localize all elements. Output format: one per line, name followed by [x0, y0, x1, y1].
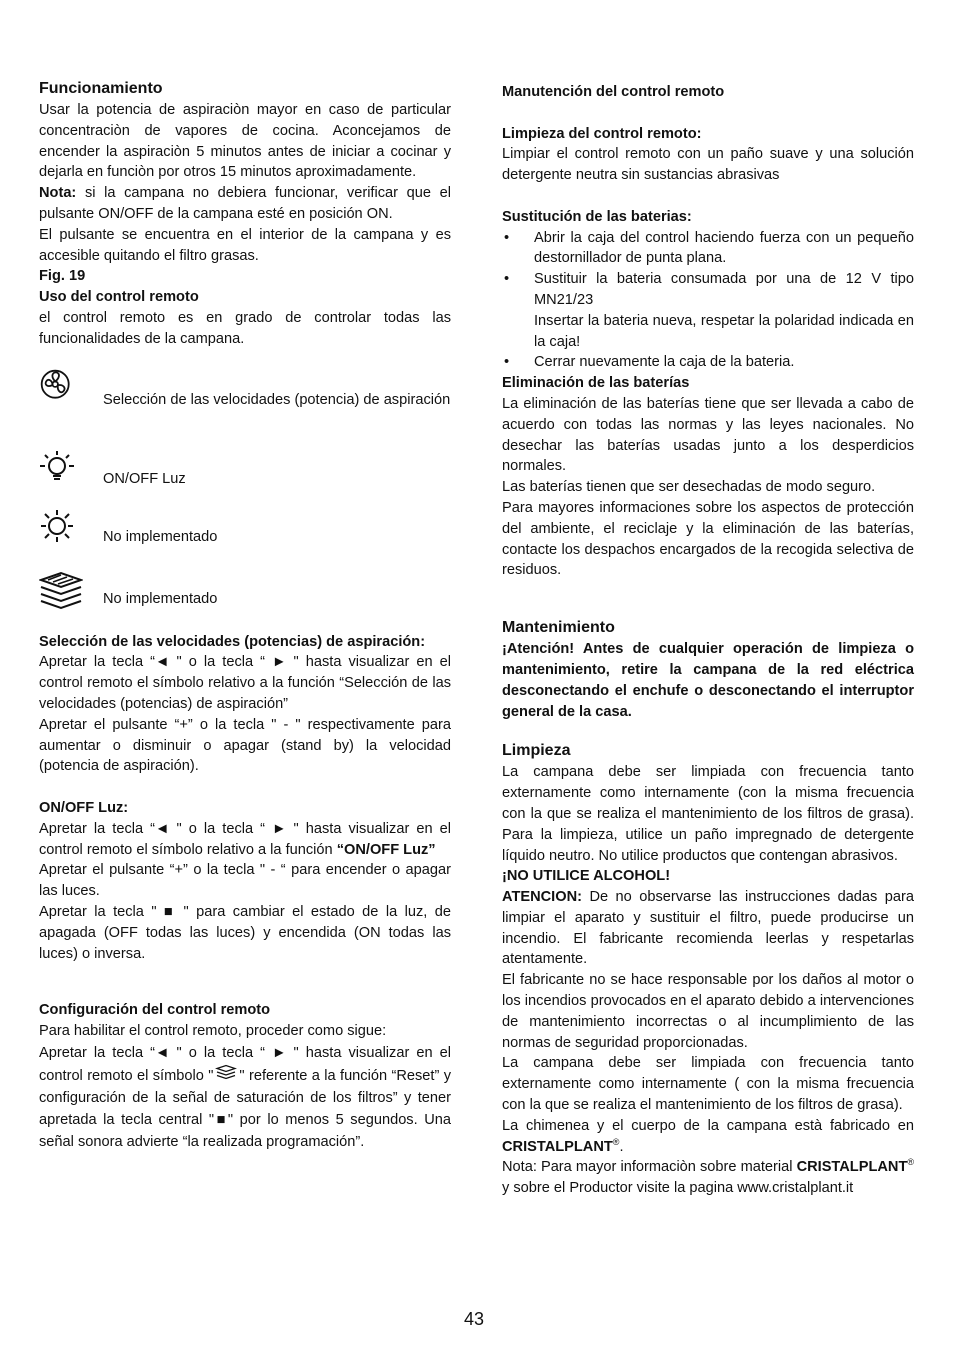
registered-mark: ® — [612, 1136, 620, 1147]
right-column — [502, 82, 914, 1199]
fig-label: Fig. 19 — [39, 268, 86, 285]
seleccion-paragraph-2: Apretar el pulsante “+” o la tecla " - " respectivamente para aumentar o disminuir o apagar (stand by) la velocidad (potencia de aspiración). — [39, 716, 451, 775]
nota-material-paragraph — [502, 1157, 914, 1199]
sustitucion-list — [502, 228, 914, 374]
sun-icon — [39, 508, 79, 548]
atencion-text: De no observarse las instrucciones dadas para limpiar el aparato y sustituir el filtro, puede producirse un incendio. El fabricante recomienda leerlas y respetarlas atentamente. — [502, 889, 914, 968]
eliminacion-paragraph-3: Para mayores informaciones sobre los aspectos de protección del ambiente, el reciclaje y la eliminación de las baterías, contacte los despachos encargados de la recogida selectiva de residuos. — [502, 499, 914, 579]
onoff-function-name: “ON/OFF Luz” — [336, 841, 436, 858]
no-alcohol-warning: ¡NO UTILICE ALCOHOL! — [502, 868, 671, 885]
chimenea-text: La chimenea y el cuerpo de la campana està fabricado en — [502, 1117, 914, 1134]
pulsante-paragraph: El pulsante se encuentra en el interior de la campana y es accesible quitando el filtro grasas. — [39, 226, 451, 264]
config-text-b: " referente a la función “Reset” y configuración de la señal de saturación de los filtros” y tener apretada la tecla central "■" por lo menos 5 segundos. Una señal sonora advierte “la realizada programación”. — [39, 1067, 451, 1150]
onoff-text: Apretar la tecla “◄ " o la tecla “ ► " hasta visualizar en el control remoto el símbolo relativo a la función — [39, 820, 451, 858]
onoff-heading: ON/OFF Luz: — [39, 799, 129, 816]
filter-layers-icon — [39, 570, 83, 610]
seleccion-paragraph-1: Apretar la tecla “◄ " o la tecla “ ► " hasta visualizar en el control remoto el símbolo relativo a la función “Selección de las velocidades (potencias) de aspiración” — [39, 654, 451, 712]
page-number: 43 — [464, 1309, 485, 1329]
eliminacion-heading: Eliminación de las baterías — [502, 375, 690, 392]
config-heading: Configuración del control remoto — [39, 1002, 271, 1019]
bullet2-continuation: Insertar la bateria nueva, respetar la polaridad indicada en la caja! — [534, 312, 914, 350]
onoff-paragraph-2: Apretar el pulsante “+” o la tecla " - “ para encender o apagar las luces. — [39, 862, 451, 900]
nota-text: si la campana no debiera funcionar, verificar que el pulsante ON/OFF de la campana esté en posición ON. — [39, 185, 451, 222]
eliminacion-paragraph-1: La eliminación de las baterías tiene que ser llevada a cabo de acuerdo con todas las normas y las leyes nacionales. No desechar las baterías usadas junto a los desperdicios normales. — [502, 395, 914, 475]
chimenea-paragraph — [502, 1116, 914, 1158]
mantenimiento-heading: Mantenimiento — [502, 619, 615, 637]
light-bulb-icon — [39, 450, 79, 490]
list-item — [502, 269, 914, 352]
atencion-label: ATENCION: — [502, 889, 582, 906]
cristalplant-brand: CRISTALPLANT — [796, 1159, 908, 1176]
icon-row-light — [39, 450, 451, 490]
nota-label: Nota: — [39, 185, 77, 202]
sustitucion-heading: Sustitución de las baterias: — [502, 208, 692, 225]
icon-row-speed — [39, 368, 451, 430]
onoff-paragraph-1 — [39, 819, 451, 861]
nota-material-text: Nota: Para mayor informaciòn sobre material — [502, 1159, 797, 1176]
manutencion-heading: Manutención del control remoto — [502, 84, 725, 100]
seleccion-heading: Selección de las velocidades (potencias) de aspiración: — [39, 633, 426, 650]
uso-heading: Uso del control remoto — [39, 289, 199, 306]
limpieza-cr-paragraph: Limpiar el control remoto con un paño suave y una solución detergente neutra sin sustancias abrasivas — [502, 146, 914, 184]
fabricante-paragraph: El fabricante no se hace responsable por los daños al motor o los incendios provocados en el aparato debido a intervenciones de mantenimiento incorrectas o al incumplimiento de las normas de seguridad proporcionadas. — [502, 972, 914, 1051]
eliminacion-paragraph-2: Las baterías tienen que ser desechadas de modo seguro. — [502, 479, 876, 496]
period: . — [619, 1138, 624, 1155]
cristalplant-brand: CRISTALPLANT — [502, 1138, 613, 1155]
atencion-paragraph — [502, 887, 914, 970]
icon-label-speed: Selección de las velocidades (potencia) de aspiración — [103, 391, 451, 408]
bullet2-text: Sustituir la bateria consumada por una de 12 V tipo MN21/23 — [534, 271, 914, 308]
nota-paragraph — [39, 183, 451, 225]
icon-row-filter — [39, 570, 451, 610]
registered-mark: ® — [907, 1157, 914, 1168]
limpieza-heading: Limpieza — [502, 742, 571, 760]
list-item: • Abrir la caja del control haciendo fuerza con un pequeño destornillador de punta plana. — [502, 228, 914, 270]
config-paragraph-1: Para habilitar el control remoto, proceder como sigue: — [39, 1023, 387, 1040]
config-text-a: Apretar la tecla “◄ " o la tecla “ ► " hasta visualizar en el control remoto el símbolo " — [39, 1044, 451, 1084]
funcionamiento-heading: Funcionamiento — [39, 80, 163, 97]
list-item: • Cerrar nuevamente la caja de la bateria. — [502, 352, 914, 373]
onoff-paragraph-3: Apretar la tecla " ■ " para cambiar el estado de la luz, de apagada (OFF todas las luces) y encendida (ON todas las luces) o inversa. — [39, 903, 451, 962]
limpieza-paragraph-2: La campana debe ser limpiada con frecuencia tanto externamente como internamente ( con la misma frecuencia con la que se realiza el mantenimiento de los filtros de grasa). — [502, 1055, 914, 1114]
icon-label-light: ON/OFF Luz — [103, 470, 186, 487]
filter-layers-icon — [213, 1064, 239, 1082]
left-column — [39, 78, 451, 1153]
icon-row-sun — [39, 508, 451, 548]
icon-label-filter: No implementado — [103, 590, 218, 607]
funcionamiento-paragraph: Usar la potencia de aspiraciòn mayor en caso de particular concentraciòn de vapores de cocina. Aconcejamos de encender la aspiraciòn 5 minutos antes de iniciar a cocinar y dejarla en funciòn por otros 15 minutos aproximadamente. — [39, 102, 451, 181]
limpieza-cr-heading: Limpieza del control remoto: — [502, 125, 702, 142]
icon-label-sun: No implementado — [103, 528, 218, 545]
config-paragraph-2 — [39, 1042, 451, 1153]
limpieza-paragraph-1: La campana debe ser limpiada con frecuencia tanto externamente como internamente (con la misma frecuencia con la que se realiza el mantenimiento de los filtros de grasa). Para la limpieza, utilice un paño impregnado de detergente líquido neutro. No utilice productos que contengan abrasivos. — [502, 764, 914, 864]
nota-material-suffix: y sobre el Productor visite la pagina www.cristalplant.it — [502, 1180, 854, 1197]
mantenimiento-warning: ¡Atención! Antes de cualquier operación de limpieza o mantenimiento, retire la campana de la red eléctrica desconectando el enchufe o desconectando el interruptor general de la casa. — [502, 641, 914, 720]
uso-paragraph: el control remoto es en grado de controlar todas las funcionalidades de la campana. — [39, 309, 451, 347]
